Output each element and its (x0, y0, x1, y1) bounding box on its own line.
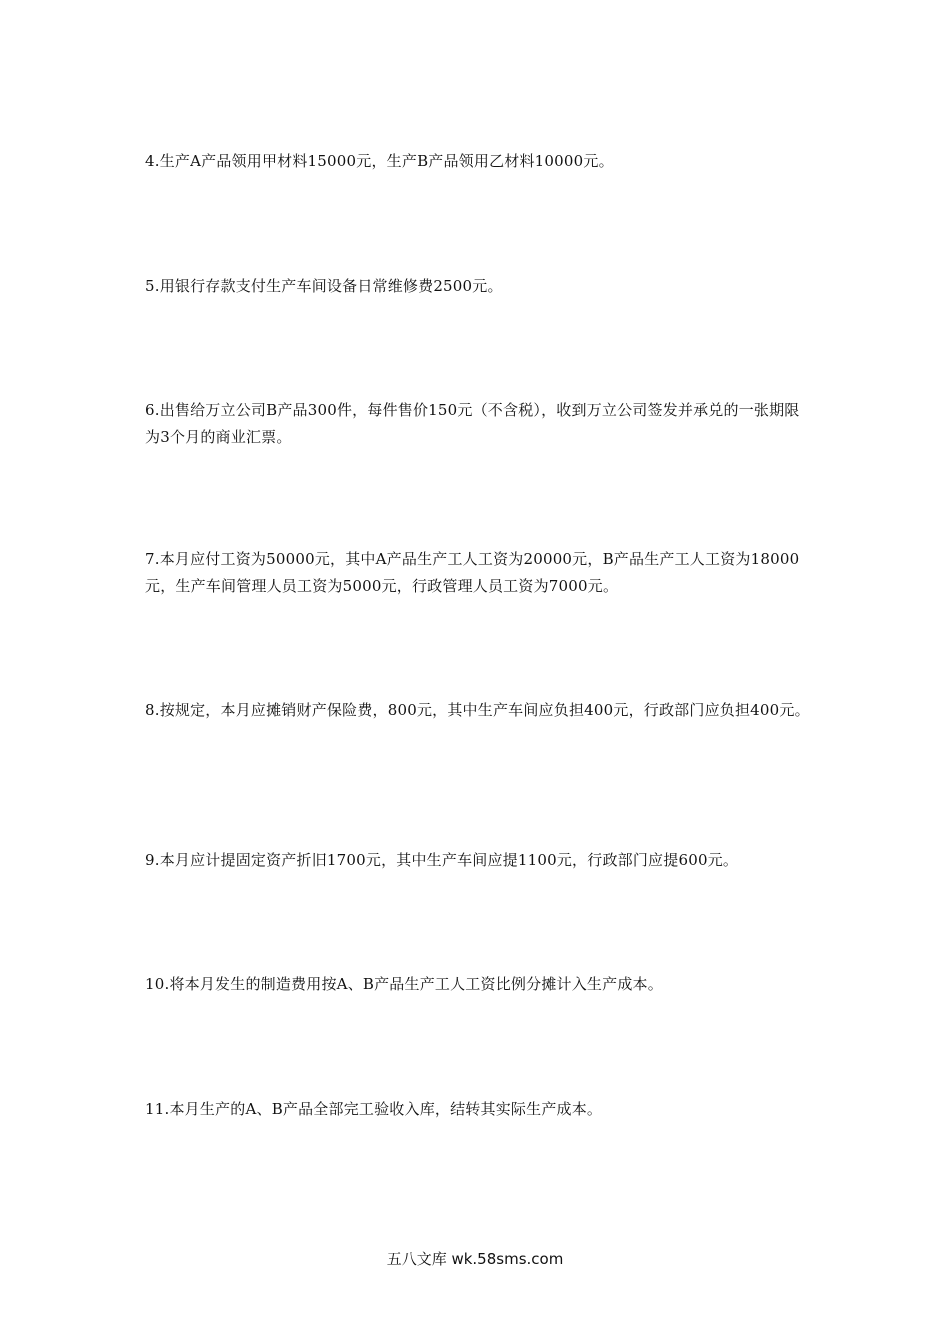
question-item-7: 7.本月应付工资为50000元，其中A产品生产工人工资为20000元，B产品生产工人工资为18000元，生产车间管理人员工资为5000元，行政管理人员工资为7000元。 (145, 550, 800, 595)
question-item-5: 5.用银行存款支付生产车间设备日常维修费2500元。 (145, 277, 503, 295)
question-item-11: 11.本月生产的A、B产品全部完工验收入库，结转其实际生产成本。 (145, 1100, 603, 1118)
question-item-6: 6.出售给万立公司B产品300件，每件售价150元（不含税），收到万立公司签发并承兑的一张期限为3个月的商业汇票。 (145, 401, 800, 446)
question-item-9: 9.本月应计提固定资产折旧1700元，其中生产车间应提1100元，行政部门应提600元。 (145, 851, 739, 869)
footer-watermark: 五八文库 wk.58sms.com (386, 1250, 564, 1268)
question-item-10: 10.将本月发生的制造费用按A、B产品生产工人工资比例分摊计入生产成本。 (145, 975, 663, 993)
question-item-8: 8.按规定，本月应摊销财产保险费，800元，其中生产车间应负担400元，行政部门应负担400元。 (145, 701, 810, 719)
question-item-4: 4.生产A产品领用甲材料15000元，生产B产品领用乙材料10000元。 (145, 152, 614, 170)
